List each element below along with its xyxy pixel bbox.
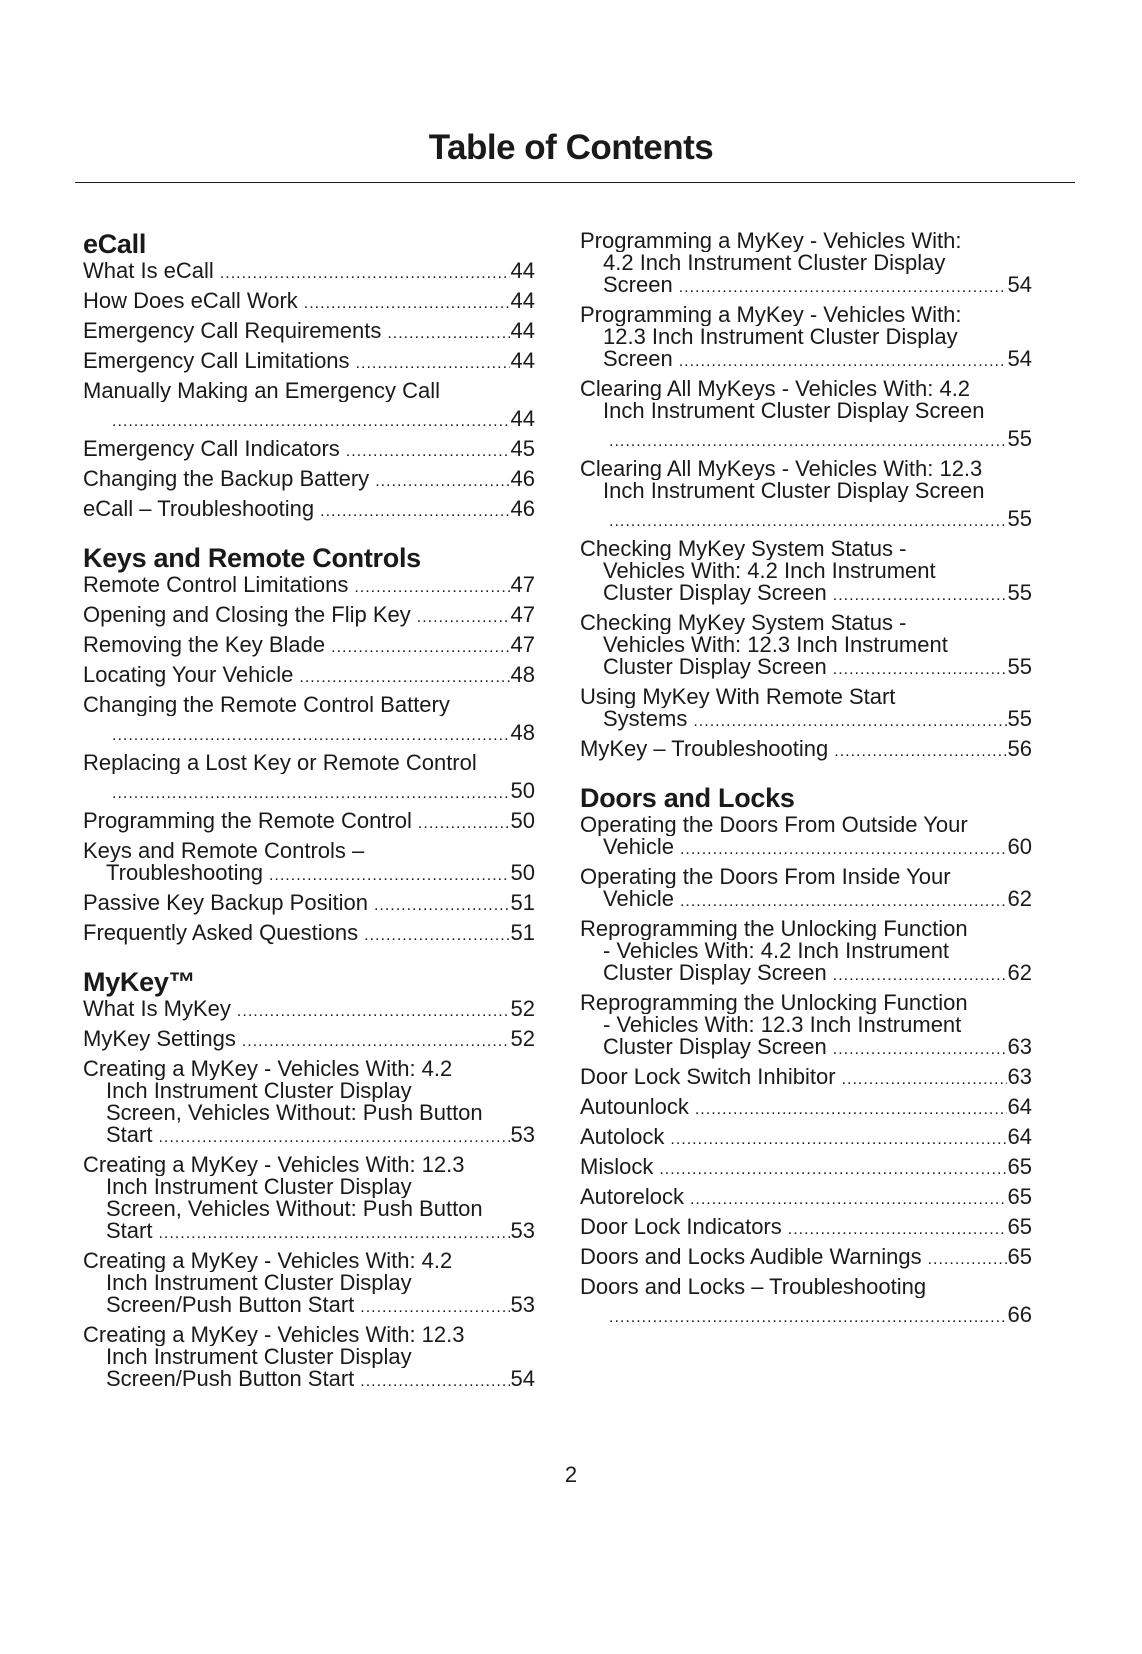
dot-leader bbox=[299, 667, 509, 689]
toc-entry-title-line: Screen, Vehicles Without: Push Button bbox=[106, 1102, 483, 1124]
toc-entry-page: 53 bbox=[510, 1218, 535, 1243]
toc-entry-last-line bbox=[83, 1124, 535, 1146]
toc-entry[interactable] bbox=[83, 840, 535, 884]
toc-entry-title-line: Troubleshooting bbox=[106, 860, 263, 885]
dot-leader bbox=[112, 725, 510, 747]
dot-leader bbox=[842, 1069, 1007, 1091]
toc-entry[interactable] bbox=[580, 1126, 1032, 1148]
toc-entry-page: 44 bbox=[510, 406, 535, 431]
dot-leader bbox=[679, 351, 1007, 373]
toc-entry[interactable] bbox=[83, 260, 535, 282]
toc-entry[interactable] bbox=[83, 498, 535, 520]
toc-entry-last-line bbox=[83, 810, 535, 832]
dot-leader bbox=[304, 293, 510, 315]
toc-entry-title-line: Start bbox=[106, 1218, 153, 1243]
toc-column-left bbox=[83, 226, 535, 1398]
toc-entry-page: 65 bbox=[1007, 1154, 1032, 1179]
toc-entry-title-line: eCall – Troubleshooting bbox=[83, 496, 315, 521]
dot-leader bbox=[356, 353, 510, 375]
toc-entry-title-line: MyKey Settings bbox=[83, 1026, 236, 1051]
toc-entry-last-line bbox=[580, 1066, 1032, 1088]
dot-leader bbox=[679, 277, 1007, 299]
toc-entry-last-line bbox=[83, 408, 535, 430]
toc-entry[interactable] bbox=[83, 1058, 535, 1146]
dot-leader bbox=[374, 895, 510, 917]
dot-leader bbox=[670, 1129, 1006, 1151]
toc-entry-last-line bbox=[580, 888, 1032, 910]
dot-leader bbox=[320, 501, 509, 523]
toc-entry-page: 56 bbox=[1007, 736, 1032, 761]
toc-entry[interactable] bbox=[83, 320, 535, 342]
toc-entry-title-line: Inch Instrument Cluster Display Screen bbox=[603, 400, 985, 422]
section-heading: eCall bbox=[83, 229, 147, 259]
dot-leader bbox=[360, 1371, 509, 1393]
toc-entry-title-line: Inch Instrument Cluster Display bbox=[106, 1272, 412, 1294]
toc-entry-title-line: Door Lock Switch Inhibitor bbox=[580, 1064, 836, 1089]
toc-entry-title-line: Reprogramming the Unlocking Function bbox=[580, 918, 968, 940]
toc-entry[interactable] bbox=[83, 892, 535, 914]
dot-leader bbox=[609, 511, 1007, 533]
dot-leader bbox=[220, 263, 510, 285]
toc-entry-title-line: Vehicles With: 4.2 Inch Instrument bbox=[603, 560, 936, 582]
dot-leader bbox=[788, 1219, 1007, 1241]
toc-entry-last-line bbox=[580, 708, 1032, 730]
toc-entry-last-line bbox=[580, 1156, 1032, 1178]
toc-entry[interactable] bbox=[83, 1028, 535, 1050]
dot-leader bbox=[695, 1099, 1007, 1121]
dot-leader bbox=[834, 741, 1006, 763]
dot-leader bbox=[375, 471, 509, 493]
toc-entry-page: 54 bbox=[1007, 346, 1032, 371]
toc-entry-title-line: Operating the Doors From Inside Your bbox=[580, 866, 951, 888]
toc-entry-page: 65 bbox=[1007, 1184, 1032, 1209]
toc-entry-title-line: Cluster Display Screen bbox=[603, 960, 827, 985]
toc-entry-last-line bbox=[580, 1246, 1032, 1268]
toc-entry-title-line: Clearing All MyKeys - Vehicles With: 4.2 bbox=[580, 378, 971, 400]
toc-entry[interactable] bbox=[580, 1216, 1032, 1238]
toc-entry-last-line bbox=[83, 634, 535, 656]
toc-entry-page: 48 bbox=[510, 720, 535, 745]
toc-entry-title-line: Creating a MyKey - Vehicles With: 12.3 bbox=[83, 1154, 465, 1176]
toc-entry-title-line: Remote Control Limitations bbox=[83, 572, 349, 597]
toc-entry[interactable] bbox=[580, 866, 1032, 910]
toc-entry[interactable] bbox=[580, 686, 1032, 730]
page-title: Table of Contents bbox=[428, 128, 714, 167]
dot-leader bbox=[659, 1159, 1006, 1181]
toc-entry-last-line bbox=[83, 320, 535, 342]
toc-entry-title-line: Emergency Call Limitations bbox=[83, 348, 350, 373]
dot-leader bbox=[690, 1189, 1007, 1211]
toc-entry-title-line: Creating a MyKey - Vehicles With: 4.2 bbox=[83, 1058, 453, 1080]
toc-entry[interactable] bbox=[580, 1156, 1032, 1178]
toc-entry[interactable] bbox=[83, 438, 535, 460]
toc-entry[interactable] bbox=[83, 752, 535, 802]
toc-entry-page: 64 bbox=[1007, 1124, 1032, 1149]
toc-entry[interactable] bbox=[580, 992, 1032, 1058]
toc-entry-last-line bbox=[83, 574, 535, 596]
toc-entry-last-line bbox=[83, 780, 535, 802]
toc-entry[interactable] bbox=[580, 612, 1032, 678]
toc-entry-page: 45 bbox=[510, 436, 535, 461]
toc-entry[interactable] bbox=[83, 998, 535, 1020]
toc-entry-page: 55 bbox=[1007, 654, 1032, 679]
toc-entry-page: 44 bbox=[510, 318, 535, 343]
dot-leader bbox=[833, 965, 1007, 987]
toc-entry-title-line: Doors and Locks Audible Warnings bbox=[580, 1244, 922, 1269]
toc-entry-last-line bbox=[580, 1216, 1032, 1238]
toc-entry-last-line bbox=[83, 350, 535, 372]
toc-entry-last-line bbox=[83, 260, 535, 282]
toc-entry-last-line bbox=[580, 1186, 1032, 1208]
toc-entry-last-line bbox=[83, 604, 535, 626]
toc-entry-last-line bbox=[580, 508, 1032, 530]
section-heading: Doors and Locks bbox=[580, 783, 795, 813]
toc-entry[interactable] bbox=[580, 1276, 1032, 1326]
toc-entry-title-line: Changing the Remote Control Battery bbox=[83, 694, 450, 716]
toc-entry-page: 51 bbox=[510, 890, 535, 915]
toc-entry-title-line: 4.2 Inch Instrument Cluster Display bbox=[603, 252, 946, 274]
toc-entry-page: 54 bbox=[510, 1366, 535, 1391]
toc-entry-title-line: Screen bbox=[603, 346, 673, 371]
toc-entry[interactable] bbox=[83, 604, 535, 626]
toc-entry[interactable] bbox=[580, 304, 1032, 370]
toc-entry-page: 53 bbox=[510, 1122, 535, 1147]
toc-entry-title-line: Locating Your Vehicle bbox=[83, 662, 294, 687]
toc-section bbox=[83, 226, 535, 520]
toc-entry-last-line bbox=[83, 468, 535, 490]
toc-entry-title-line: Inch Instrument Cluster Display bbox=[106, 1080, 412, 1102]
section-heading: Keys and Remote Controls bbox=[83, 543, 421, 573]
toc-entry-title-line: How Does eCall Work bbox=[83, 288, 298, 313]
toc-entry[interactable] bbox=[83, 350, 535, 372]
dot-leader bbox=[680, 839, 1007, 861]
toc-entry-title-line: Systems bbox=[603, 706, 688, 731]
toc-entry-title-line: Checking MyKey System Status - bbox=[580, 612, 907, 634]
toc-entry-last-line bbox=[83, 722, 535, 744]
toc-entry[interactable] bbox=[580, 918, 1032, 984]
toc-entry-page: 65 bbox=[1007, 1244, 1032, 1269]
toc-entry-title-line: Vehicle bbox=[603, 834, 674, 859]
toc-entry-page: 46 bbox=[510, 496, 535, 521]
dot-leader bbox=[158, 1223, 509, 1245]
dot-leader bbox=[680, 891, 1007, 913]
toc-entry-title-line: Frequently Asked Questions bbox=[83, 920, 359, 945]
toc-column-right bbox=[580, 230, 1032, 1334]
toc-section bbox=[580, 230, 1032, 760]
toc-entry-title-line: - Vehicles With: 12.3 Inch Instrument bbox=[603, 1014, 962, 1036]
toc-entry-last-line bbox=[83, 998, 535, 1020]
dot-leader bbox=[417, 607, 510, 629]
dot-leader bbox=[609, 1307, 1007, 1329]
toc-entry-title-line: Replacing a Lost Key or Remote Control bbox=[83, 752, 477, 774]
toc-entry-title-line: Autounlock bbox=[580, 1094, 689, 1119]
toc-entry[interactable] bbox=[83, 664, 535, 686]
dot-leader bbox=[418, 813, 510, 835]
toc-entry[interactable] bbox=[580, 738, 1032, 760]
toc-section bbox=[580, 780, 1032, 1326]
toc-entry[interactable] bbox=[83, 810, 535, 832]
toc-entry[interactable] bbox=[580, 1096, 1032, 1118]
toc-entry-last-line bbox=[83, 438, 535, 460]
dot-leader bbox=[364, 925, 509, 947]
toc-entry-title-line: Reprogramming the Unlocking Function bbox=[580, 992, 968, 1014]
toc-entry-page: 52 bbox=[510, 1026, 535, 1051]
toc-entry[interactable] bbox=[83, 634, 535, 656]
dot-leader bbox=[833, 659, 1007, 681]
toc-entry-page: 54 bbox=[1007, 272, 1032, 297]
toc-entry-last-line bbox=[83, 862, 535, 884]
toc-entry-title-line: Emergency Call Indicators bbox=[83, 436, 340, 461]
toc-entry-title-line: Inch Instrument Cluster Display bbox=[106, 1176, 412, 1198]
toc-entry[interactable] bbox=[83, 290, 535, 312]
toc-entry-title-line: Cluster Display Screen bbox=[603, 580, 827, 605]
toc-entry-title-line: Manually Making an Emergency Call bbox=[83, 380, 441, 402]
page-number: 2 bbox=[564, 1462, 578, 1487]
dot-leader bbox=[346, 441, 510, 463]
title-divider bbox=[75, 182, 1075, 183]
toc-entry-page: 55 bbox=[1007, 426, 1032, 451]
dot-leader bbox=[158, 1127, 509, 1149]
toc-entry-last-line bbox=[580, 656, 1032, 678]
toc-entry-page: 44 bbox=[510, 258, 535, 283]
toc-entry-title-line: Opening and Closing the Flip Key bbox=[83, 602, 411, 627]
toc-entry[interactable] bbox=[83, 1250, 535, 1316]
toc-entry-last-line bbox=[580, 348, 1032, 370]
toc-entry[interactable] bbox=[580, 538, 1032, 604]
toc-entry[interactable] bbox=[580, 814, 1032, 858]
toc-entry-title-line: Programming a MyKey - Vehicles With: bbox=[580, 304, 962, 326]
dot-leader bbox=[112, 783, 510, 805]
section-heading: MyKey™ bbox=[83, 967, 196, 997]
toc-entry[interactable] bbox=[580, 458, 1032, 530]
toc-entry-page: 44 bbox=[510, 288, 535, 313]
toc-entry-page: 66 bbox=[1007, 1302, 1032, 1327]
toc-entry[interactable] bbox=[83, 1324, 535, 1390]
toc-entry-title-line: 12.3 Inch Instrument Cluster Display bbox=[603, 326, 958, 348]
toc-entry-page: 55 bbox=[1007, 580, 1032, 605]
toc-entry-last-line bbox=[83, 892, 535, 914]
toc-entry-last-line bbox=[580, 962, 1032, 984]
toc-entry[interactable] bbox=[83, 922, 535, 944]
toc-entry-page: 47 bbox=[510, 632, 535, 657]
toc-entry-page: 63 bbox=[1007, 1064, 1032, 1089]
toc-entry-page: 46 bbox=[510, 466, 535, 491]
toc-entry-title-line: Changing the Backup Battery bbox=[83, 466, 370, 491]
toc-entry-last-line bbox=[83, 498, 535, 520]
dot-leader bbox=[693, 711, 1006, 733]
toc-entry-title-line: Creating a MyKey - Vehicles With: 12.3 bbox=[83, 1324, 465, 1346]
toc-entry-title-line: Inch Instrument Cluster Display Screen bbox=[603, 480, 985, 502]
toc-entry-title-line: What Is MyKey bbox=[83, 996, 231, 1021]
toc-entry-title-line: Creating a MyKey - Vehicles With: 4.2 bbox=[83, 1250, 453, 1272]
toc-entry-last-line bbox=[580, 582, 1032, 604]
toc-entry[interactable] bbox=[580, 1186, 1032, 1208]
toc-entry-title-line: Removing the Key Blade bbox=[83, 632, 326, 657]
toc-entry-page: 53 bbox=[510, 1292, 535, 1317]
dot-leader bbox=[360, 1297, 509, 1319]
toc-entry-page: 55 bbox=[1007, 706, 1032, 731]
toc-entry-title-line: What Is eCall bbox=[83, 258, 214, 283]
toc-entry-last-line bbox=[580, 1036, 1032, 1058]
toc-entry-title-line: Operating the Doors From Outside Your bbox=[580, 814, 968, 836]
toc-entry-page: 50 bbox=[510, 860, 535, 885]
toc-entry-page: 47 bbox=[510, 602, 535, 627]
toc-section bbox=[83, 964, 535, 1390]
toc-entry-title-line: Door Lock Indicators bbox=[580, 1214, 782, 1239]
toc-entry-page: 55 bbox=[1007, 506, 1032, 531]
toc-entry-last-line bbox=[580, 1096, 1032, 1118]
dot-leader bbox=[269, 865, 510, 887]
toc-entry-title-line: Screen, Vehicles Without: Push Button bbox=[106, 1198, 483, 1220]
dot-leader bbox=[833, 1039, 1007, 1061]
toc-entry-title-line: MyKey – Troubleshooting bbox=[580, 736, 829, 761]
toc-entry-last-line bbox=[83, 290, 535, 312]
toc-entry-last-line bbox=[580, 836, 1032, 858]
toc-entry-last-line bbox=[83, 1368, 535, 1390]
toc-entry-last-line bbox=[580, 738, 1032, 760]
toc-entry[interactable] bbox=[580, 1246, 1032, 1268]
toc-entry-title-line: Autorelock bbox=[580, 1184, 684, 1209]
toc-entry-title-line: Clearing All MyKeys - Vehicles With: 12.3 bbox=[580, 458, 983, 480]
toc-entry-last-line bbox=[580, 428, 1032, 450]
toc-entry-page: 63 bbox=[1007, 1034, 1032, 1059]
toc-entry[interactable] bbox=[83, 468, 535, 490]
toc-entry-page: 51 bbox=[510, 920, 535, 945]
toc-entry-last-line bbox=[83, 1294, 535, 1316]
toc-entry-title-line: Doors and Locks – Troubleshooting bbox=[580, 1276, 927, 1298]
toc-entry-page: 44 bbox=[510, 348, 535, 373]
dot-leader bbox=[331, 637, 509, 659]
dot-leader bbox=[242, 1031, 510, 1053]
dot-leader bbox=[387, 323, 509, 345]
toc-entry-title-line: Screen/Push Button Start bbox=[106, 1366, 355, 1391]
toc-entry-last-line bbox=[580, 1304, 1032, 1326]
toc-entry-page: 62 bbox=[1007, 886, 1032, 911]
toc-entry[interactable] bbox=[580, 1066, 1032, 1088]
toc-entry[interactable] bbox=[580, 230, 1032, 296]
toc-entry-page: 50 bbox=[510, 778, 535, 803]
toc-entry-title-line: Programming the Remote Control bbox=[83, 808, 412, 833]
toc-entry-page: 65 bbox=[1007, 1214, 1032, 1239]
toc-entry-page: 64 bbox=[1007, 1094, 1032, 1119]
toc-entry-last-line bbox=[83, 922, 535, 944]
toc-entry-last-line bbox=[83, 1028, 535, 1050]
toc-entry[interactable] bbox=[83, 1154, 535, 1242]
toc-entry-title-line: Autolock bbox=[580, 1124, 665, 1149]
toc-entry-title-line: Cluster Display Screen bbox=[603, 1034, 827, 1059]
toc-entry-title-line: Passive Key Backup Position bbox=[83, 890, 368, 915]
toc-entry-title-line: Emergency Call Requirements bbox=[83, 318, 382, 343]
toc-entry-last-line bbox=[83, 664, 535, 686]
toc-entry[interactable] bbox=[83, 574, 535, 596]
toc-entry-last-line bbox=[580, 1126, 1032, 1148]
toc-entry-title-line: Screen/Push Button Start bbox=[106, 1292, 355, 1317]
dot-leader bbox=[833, 585, 1007, 607]
toc-entry-title-line: Mislock bbox=[580, 1154, 654, 1179]
dot-leader bbox=[112, 411, 510, 433]
toc-entry-title-line: - Vehicles With: 4.2 Inch Instrument bbox=[603, 940, 950, 962]
toc-entry-page: 47 bbox=[510, 572, 535, 597]
toc-entry[interactable] bbox=[83, 694, 535, 744]
toc-entry-page: 48 bbox=[510, 662, 535, 687]
dot-leader bbox=[609, 431, 1007, 453]
toc-entry[interactable] bbox=[580, 378, 1032, 450]
dot-leader bbox=[354, 577, 509, 599]
toc-entry-page: 62 bbox=[1007, 960, 1032, 985]
dot-leader bbox=[928, 1249, 1007, 1271]
toc-entry-page: 60 bbox=[1007, 834, 1032, 859]
toc-section bbox=[83, 540, 535, 944]
toc-entry[interactable] bbox=[83, 380, 535, 430]
toc-entry-page: 50 bbox=[510, 808, 535, 833]
toc-entry-title-line: Using MyKey With Remote Start bbox=[580, 686, 896, 708]
toc-entry-title-line: Checking MyKey System Status - bbox=[580, 538, 907, 560]
toc-entry-last-line bbox=[83, 1220, 535, 1242]
toc-entry-last-line bbox=[580, 274, 1032, 296]
toc-entry-title-line: Screen bbox=[603, 272, 673, 297]
toc-entry-title-line: Inch Instrument Cluster Display bbox=[106, 1346, 412, 1368]
toc-entry-title-line: Vehicles With: 12.3 Inch Instrument bbox=[603, 634, 948, 656]
dot-leader bbox=[237, 1001, 510, 1023]
toc-entry-title-line: Vehicle bbox=[603, 886, 674, 911]
toc-entry-title-line: Start bbox=[106, 1122, 153, 1147]
toc-entry-title-line: Programming a MyKey - Vehicles With: bbox=[580, 230, 962, 252]
toc-entry-title-line: Cluster Display Screen bbox=[603, 654, 827, 679]
toc-entry-title-line: Keys and Remote Controls – bbox=[83, 840, 365, 862]
toc-entry-page: 52 bbox=[510, 996, 535, 1021]
